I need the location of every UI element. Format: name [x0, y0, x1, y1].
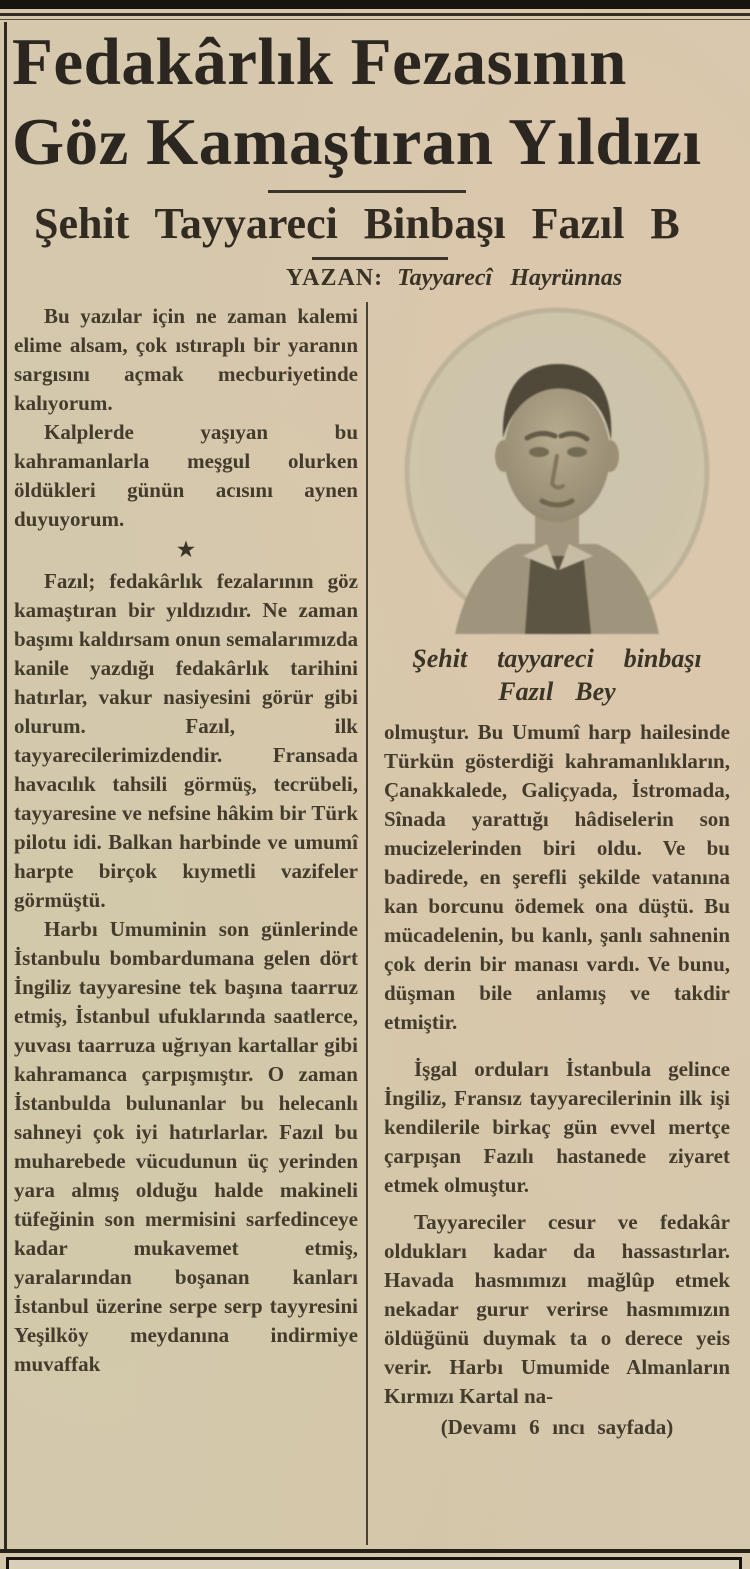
- photo-caption-line-1: Şehit tayyareci binbaşı: [412, 644, 702, 673]
- paragraph: Harbı Umuminin son günlerinde İstanbulu bombardumana gelen dört İngiliz tayyaresine tek başına taarruz etmiş, İstanbul ufuklarında saatlerce, yuvası taarruza uğrıyan kartallar gibi kahramanca çarpışmıştır. O zaman İstanbulda bulunanlar bu helecanlı sahneyi çok iyi hatırlarlar. Fazıl bu muharebede vücudunun üç yerinden yara almış olduğu halde makineli tüfeğinin son mermisini sarfedinceye kadar mukavemet etmiş, yaralarından boşanan kanları İstanbul üzerine serpe serp tayyresini Yeşilköy meydanına indirmiye muvaffak: [14, 917, 358, 1376]
- headline-line-2: Göz Kamaştıran Yıldızı: [12, 105, 702, 179]
- top-border-bar: [0, 0, 750, 9]
- continuation-note: (Devamı 6 ıncı sayfada): [440, 1415, 674, 1439]
- article-header: [12, 22, 748, 292]
- portrait-photo-graphic: [397, 304, 717, 638]
- headline-divider-rule: [268, 190, 466, 193]
- left-column: [14, 302, 358, 1379]
- paragraph: Tayyareciler cesur ve fedakâr oldukları kadar da hassastırlar. Havada hasmımızı mağlûp etmek nekadar gurur verirse hasmımızın öldüğünü duymak ta o derece yeis verir. Harbı Umumide Almanların Kırmızı Kartal na-: [384, 1210, 730, 1408]
- paragraph: Fazıl; fedakârlık fezalarının göz kamaştıran bir yıldızıdır. Ne zaman başımı kaldırsam onun semalarımızda kanile yazdığı fedakârlık tarihini hatırlar, vakur nasiyesini görür gibi olurum. Fazıl, ilk tayyarecilerimizdendir. Fransada havacılık tahsili görmüş, tecrübeli, tayyaresine ve nefsine hâkim bir Türk pilotu idi. Balkan harbinde ve umumî harpte birçok kıymetli vazifeler görmüştü.: [14, 569, 358, 912]
- photo-caption-line-2: Fazıl Bey: [498, 677, 616, 706]
- portrait-photo: [397, 304, 717, 638]
- column-divider-rule: [366, 302, 368, 1545]
- top-rule: [0, 13, 750, 16]
- top-rule-thin: [0, 19, 750, 20]
- paragraph: İşgal orduları İstanbula gelince İngiliz, Fransız tayyarecilerinin ilk işi kendilerile birkaç gün evvel mertçe çarpışan Fazılı hastanede ziyaret etmek olmuştur.: [384, 1057, 730, 1197]
- paragraph: Kalplerde yaşıyan bu kahramanlarla meşgul olurken öldükleri günün acısını aynen duyuyorum.: [14, 420, 358, 531]
- photo-caption: [384, 642, 730, 708]
- byline-label: YAZAN:: [286, 265, 384, 291]
- left-margin-rule: [4, 22, 7, 1550]
- star-section-separator: ★: [177, 539, 195, 561]
- headline-line-1: Fedakârlık Fezasının: [12, 25, 627, 99]
- paragraph: olmuştur. Bu Umumî harp hailesinde Türkün gösterdiği kahramanlıkların, Çanakkalede, Galiçyada, İstromada, Sînada yarattığı hâdiselerin son mucizelerinden biri oldu. Ve bu badirede, en şerefli şekilde vatanına kan borcunu ödemek ona düştü. Bu mücadelenin, bu kanlı, şanlı sahnenin çok derin bir manası vardı. Ve bunu, düşman bile anlamış ve takdir etmiştir.: [384, 720, 730, 1034]
- byline: [286, 265, 748, 292]
- subtitle: Şehit Tayyareci Binbaşı Fazıl B: [34, 199, 680, 248]
- article-body-columns: [14, 302, 746, 1545]
- bottom-rule: [0, 1549, 750, 1553]
- right-column: [384, 302, 730, 1442]
- paragraph: Bu yazılar için ne zaman kalemi elime alsam, çok ıstıraplı bir yaranın sargısını açmak mecburiyetinde kalıyorum.: [14, 304, 358, 415]
- byline-author: Tayyarecî Hayrünnas: [397, 265, 623, 291]
- next-article-frame-top: [6, 1557, 742, 1569]
- subtitle-divider-rule: [312, 257, 448, 260]
